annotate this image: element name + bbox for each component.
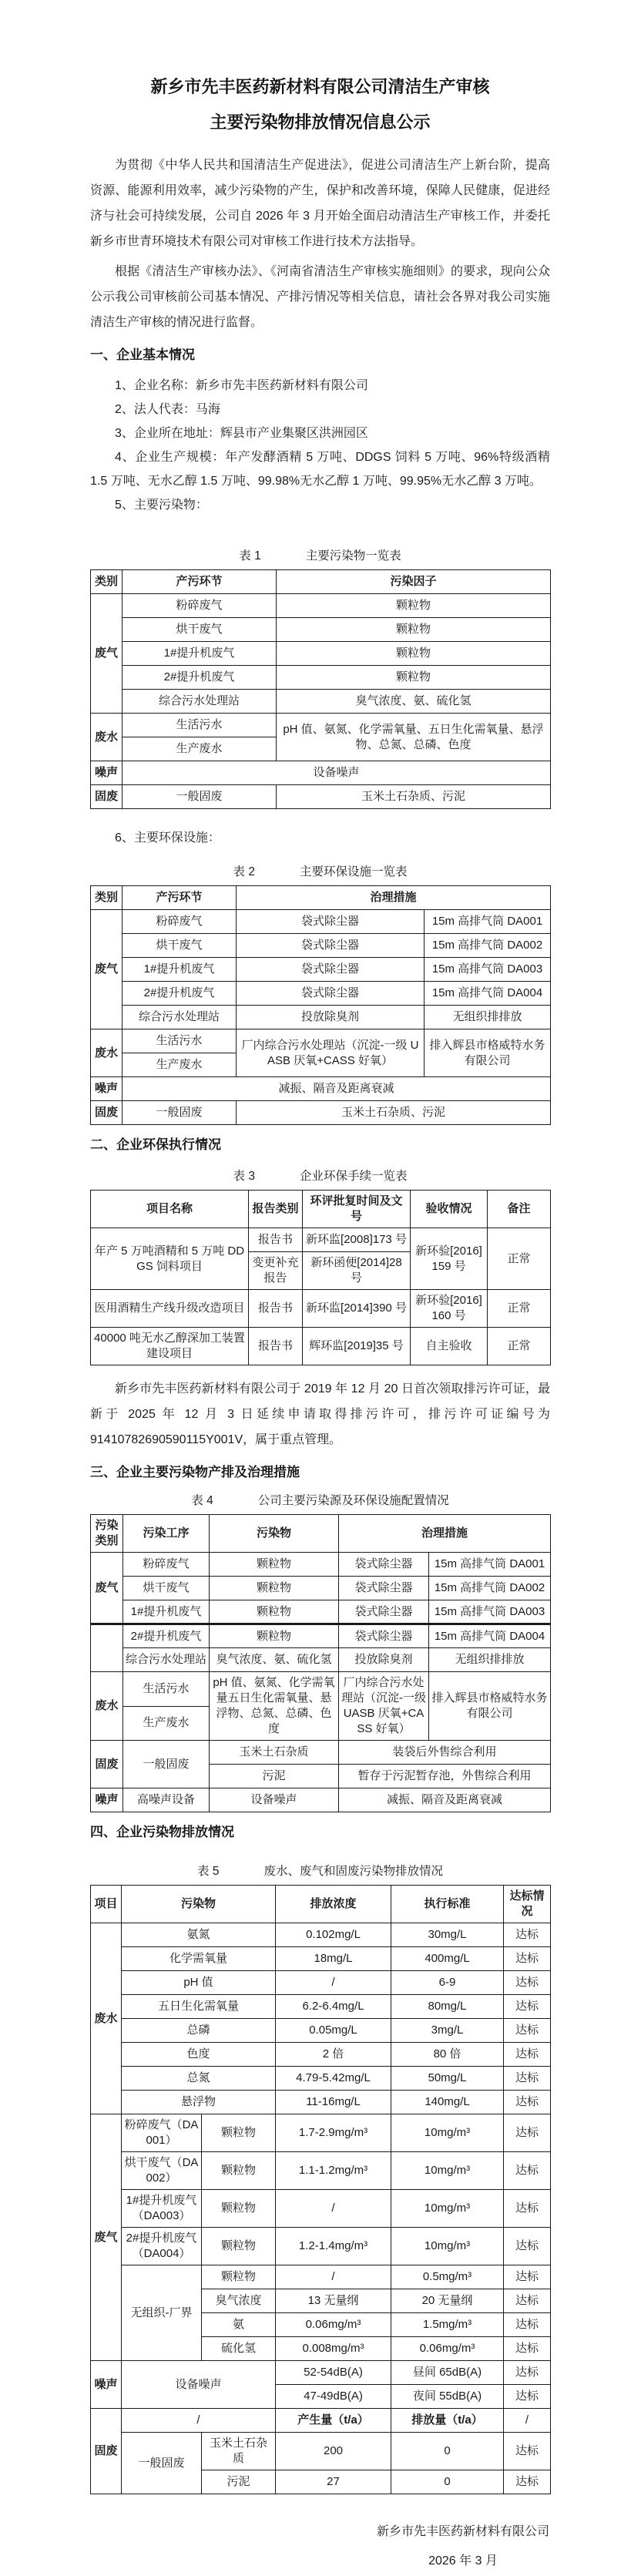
cell-process: 2#提升机废气（DA004） [122,2228,202,2265]
cell-standard: 400mg/L [391,1947,504,1971]
cell-measure: 减振、隔音及距离衰减 [339,1788,551,1812]
cell-standard: 10mg/m³ [391,2152,504,2190]
cell-measure: 袋式除尘器 [339,1553,429,1577]
th-category: 类别 [91,886,122,910]
th-approval-doc: 环评批复时间及文号 [303,1191,411,1228]
table2-env-facilities [90,885,551,1125]
th-category: 类别 [91,570,122,594]
cell-category: 噪声 [91,761,122,785]
cell-compliance: 达标 [504,2152,551,2190]
cell-compliance: 达标 [504,2385,551,2409]
cell-category: 废气 [91,910,122,1029]
cell-pollutant: 污泥 [202,2470,276,2494]
list-item: 4、企业生产规模：年产发酵酒精 5 万吨、DDGS 饲料 5 万吨、96%特级酒精 1.5 万吨、无水乙醇 1.5 万吨、99.98%无水乙醇 1 万吨、99.95%无水乙醇 3 万吨。 [90,451,550,488]
cell-process: 2#提升机废气 [122,666,277,690]
cell-concentration: / [276,1971,391,1995]
cell-pollutant: 设备噪声 [210,1788,339,1812]
cell-discharge-header: 排放量（t/a） [391,2409,504,2433]
cell-process: 设备噪声 [122,2361,276,2409]
cell-category: 噪声 [91,2361,122,2409]
cell-pollutant: 颗粒物 [210,1553,339,1577]
list-item: 3、企业所在地址：辉县市产业集聚区洪洲园区 [115,427,368,440]
cell-standard: 10mg/m³ [391,2114,504,2152]
section-4-heading: 四、企业污染物排放情况 [90,1825,234,1839]
th-measure: 治理措施 [339,1515,551,1553]
cell-process: 一般固废 [122,2433,202,2494]
cell-measure: 袋式除尘器 [237,910,425,934]
cell-standard: 80 倍 [391,2043,504,2067]
cell-process: 生产废水 [122,737,277,761]
cell-category-continued [91,1624,123,1672]
cell-acceptance: 新环验[2016]160 号 [411,1290,488,1328]
cell-category: 噪声 [91,1788,123,1812]
cell-outlet: 15m 高排气筒 DA002 [429,1577,551,1600]
cell-measure: 装袋后外售综合利用 [339,1741,551,1765]
th-note: 备注 [488,1191,551,1228]
cell-process: 粉碎废气 [123,1553,210,1577]
cell-process: 生活污水 [122,714,277,737]
th-process: 产污环节 [122,886,237,910]
th-measure: 治理措施 [237,886,551,910]
cell-standard: 10mg/m³ [391,2190,504,2228]
cell-pollutant: 颗粒物 [202,2265,276,2289]
th-compliance: 达标情况 [504,1886,551,1923]
table2-label: 表 2 [233,865,255,878]
cell-process: 粉碎废气 [122,594,277,618]
cell-standard: 0.5mg/m³ [391,2265,504,2289]
cell-project-name: 年产 5 万吨酒精和 5 万吨 DDGS 饲料项目 [91,1228,249,1290]
cell-note: 正常 [488,1328,551,1365]
cell-process: 一般固废 [123,1741,210,1788]
cell-process: 烘干废气 [122,934,237,958]
cell-standard: 30mg/L [391,1923,504,1947]
cell-approval-doc: 辉环监[2019]35 号 [303,1328,411,1365]
cell-compliance: 达标 [504,2313,551,2337]
table5-label: 表 5 [197,1865,220,1878]
cell-pollutant: 化学需氧量 [122,1947,276,1971]
cell-measure: 减振、隔音及距离衰减 [122,1077,551,1101]
cell-outlet: 15m 高排气筒 DA001 [429,1553,551,1577]
cell-pollutant: 颗粒物 [202,2114,276,2152]
cell-factor: pH 值、氨氮、化学需氧量、五日生化需氧量、悬浮物、总氮、总磷、色度 [277,714,551,761]
th-pollutant: 污染物 [122,1886,276,1923]
cell-pollutant: 悬浮物 [122,2091,276,2114]
cell-compliance: 达标 [504,2190,551,2228]
cell-concentration: 0.05mg/L [276,2019,391,2043]
permit-paragraph: 新乡市先丰医药新材料有限公司于 2019 年 12 月 20 日首次领取排污许可证，最新于 2025 年 12 月 3 日延续申请取得排污许可，排污许可证编号为 91410782690590115Y001V，属于重点管理。 [90,1382,550,1446]
cell-process: 2#提升机废气 [123,1624,210,1648]
cell-pollutant: 污泥 [210,1765,339,1788]
cell-pollutant: 五日生化需氧量 [122,1995,276,2019]
cell-process: 粉碎废气（DA001） [122,2114,202,2152]
cell-report-type: 报告书 [249,1290,303,1328]
cell-process: 1#提升机废气 [122,958,237,982]
cell-outlet: 无组织排排放 [425,1006,551,1029]
cell-category: 固废 [91,1101,122,1125]
intro-paragraph-1: 为贯彻《中华人民共和国清洁生产促进法》，促进公司清洁生产上新台阶，提高资源、能源利用效率，减少污染物的产生，保护和改善环境，保障人民健康，促进经济与社会可持续发展，公司自 2026 年 3 月开始全面启动清洁生产审核工作，并委托新乡市世青环境技术有限公司对审核工作进行技术方法指导。 [90,159,550,248]
cell-compliance: 达标 [504,2091,551,2114]
cell-compliance: / [504,2409,551,2433]
cell-factor: 颗粒物 [277,618,551,642]
cell-process: 2#提升机废气 [122,982,237,1006]
cell-factor: 设备噪声 [122,761,551,785]
cell-approval-doc: 新环函便[2014]28 号 [303,1252,411,1290]
cell-approval-doc: 新环监[2008]173 号 [303,1228,411,1252]
cell-process: 综合污水处理站 [122,1006,237,1029]
table1-main-pollutants [90,569,551,809]
cell-pollutant: 总氮 [122,2067,276,2091]
cell-measure: 厂内综合污水处理站（沉淀-一级 UASB 厌氧+CASS 好氧） [237,1029,425,1077]
th-standard: 执行标准 [391,1886,504,1923]
cell-concentration: 0.008mg/m³ [276,2337,391,2361]
cell-pollutant: 颗粒物 [202,2152,276,2190]
th-process: 产污环节 [122,570,277,594]
cell-factor: 玉米土石杂质、污泥 [277,785,551,809]
cell-outlet: 排入辉县市格威特水务有限公司 [425,1029,551,1077]
cell-process: 综合污水处理站 [122,690,277,714]
cell-acceptance: 新环验[2016]159 号 [411,1228,488,1290]
cell-measure: 袋式除尘器 [339,1624,429,1648]
cell-concentration: 11-16mg/L [276,2091,391,2114]
cell-standard: 0.06mg/m³ [391,2337,504,2361]
cell-standard: 1.5mg/m³ [391,2313,504,2337]
table3-title: 企业环保手续一览表 [299,1170,408,1183]
section-3-heading: 三、企业主要污染物产排及治理措施 [90,1465,300,1479]
cell-pollutant: pH 值、氨氮、化学需氧量五日生化需氧量、悬浮物、总氮、总磷、色度 [210,1672,339,1741]
th-factor: 污染因子 [277,570,551,594]
cell-standard: 20 无量纲 [391,2289,504,2313]
table3-caption [90,1165,550,1188]
cell-project-name: 医用酒精生产线升级改造项目 [91,1290,249,1328]
cell-standard: 50mg/L [391,2067,504,2091]
table4-label: 表 4 [191,1494,213,1507]
signature-block [344,2517,582,2576]
cell-outlet: 排入辉县市格威特水务有限公司 [429,1672,551,1741]
cell-process: 烘干废气（DA002） [122,2152,202,2190]
cell-pollutant: 色度 [122,2043,276,2067]
cell-concentration: 27 [276,2470,391,2494]
cell-category: 固废 [91,2409,122,2494]
table5-title: 废水、废气和固废污染物排放情况 [263,1865,443,1878]
cell-process: 一般固废 [122,1101,237,1125]
cell-compliance: 达标 [504,1947,551,1971]
cell-category: 废水 [91,1923,122,2114]
cell-compliance: 达标 [504,2019,551,2043]
cell-compliance: 达标 [504,2337,551,2361]
table4-pollution-sources [90,1514,551,1812]
cell-compliance: 达标 [504,1995,551,2019]
cell-outlet: 无组织排排放 [429,1648,551,1672]
cell-standard: 80mg/L [391,1995,504,2019]
cell-pollutant: pH 值 [122,1971,276,1995]
cell-category: 废气 [91,2114,122,2361]
cell-concentration: 0.06mg/m³ [276,2313,391,2337]
cell-factor: 颗粒物 [277,642,551,666]
cell-concentration: 200 [276,2433,391,2470]
cell-pollutant: 颗粒物 [202,2228,276,2265]
cell-standard: 0 [391,2470,504,2494]
cell-outlet: 15m 高排气筒 DA001 [425,910,551,934]
list-item: 6、主要环保设施： [115,831,220,845]
cell-measure: 投放除臭剂 [237,1006,425,1029]
cell-factor: 臭气浓度、氨、硫化氢 [277,690,551,714]
cell-factor: 颗粒物 [277,666,551,690]
cell-compliance: 达标 [504,2265,551,2289]
cell-category: 固废 [91,785,122,809]
th-project-name: 项目名称 [91,1191,249,1228]
cell-measure: 袋式除尘器 [237,958,425,982]
section-1-heading: 一、企业基本情况 [90,348,195,362]
cell-pollutant: 颗粒物 [202,2190,276,2228]
cell-factor: 颗粒物 [277,594,551,618]
cell-pollutant: 玉米土石杂质 [210,1741,339,1765]
cell-concentration: / [276,2190,391,2228]
cell-measure: 袋式除尘器 [339,1600,429,1624]
cell-compliance: 达标 [504,2043,551,2067]
cell-pollutant: 臭气浓度、氨、硫化氢 [210,1648,339,1672]
table1-label: 表 1 [239,549,261,563]
th-pollution-category: 污染类别 [91,1515,123,1553]
cell-compliance: 达标 [504,1971,551,1995]
cell-pollutant: 臭气浓度 [202,2289,276,2313]
cell-concentration: 1.7-2.9mg/m³ [276,2114,391,2152]
cell-process: 1#提升机废气 [122,642,277,666]
list-item: 5、主要污染物： [115,499,208,512]
cell-concentration: 13 无量纲 [276,2289,391,2313]
cell-compliance: 达标 [504,2289,551,2313]
cell-report-type: 报告书 [249,1228,303,1252]
cell-standard: 0 [391,2433,504,2470]
cell-note: 正常 [488,1228,551,1290]
cell-compliance: 达标 [504,2361,551,2385]
table4-caption [90,1490,550,1513]
cell-concentration: 4.79-5.42mg/L [276,2067,391,2091]
intro-paragraph-2: 根据《清洁生产审核办法》、《河南省清洁生产审核实施细则》的要求，现向公众公示我公司审核前公司基本情况、产排污情况等相关信息，请社会各界对我公司实施清洁生产审核的情况进行监督。 [90,265,550,329]
cell-pollutant: 颗粒物 [210,1577,339,1600]
table3-label: 表 3 [233,1170,255,1183]
cell-compliance: 达标 [504,2433,551,2470]
footer-date: 2026 年 3 月 [428,2554,498,2568]
cell-category: 废水 [91,714,122,761]
cell-pollutant: 颗粒物 [210,1600,339,1624]
table5-discharge-status [90,1885,551,2494]
cell-pollutant: / [122,2409,276,2433]
cell-category: 废气 [91,594,122,714]
cell-concentration: 18mg/L [276,1947,391,1971]
cell-outlet: 15m 高排气筒 DA004 [429,1624,551,1648]
cell-concentration: 2 倍 [276,2043,391,2067]
table2-caption [90,861,550,884]
table5-caption [90,1860,550,1883]
cell-pollutant: 玉米土石杂质 [202,2433,276,2470]
cell-standard: 10mg/m³ [391,2228,504,2265]
cell-process: 生产废水 [122,1053,237,1077]
cell-process: 无组织-厂界 [122,2265,202,2361]
cell-process: 生产废水 [123,1706,210,1741]
cell-outlet: 15m 高排气筒 DA002 [425,934,551,958]
cell-compliance: 达标 [504,2470,551,2494]
cell-concentration: 0.102mg/L [276,1923,391,1947]
cell-standard: 夜间 55dB(A) [391,2385,504,2409]
cell-concentration: 1.1-1.2mg/m³ [276,2152,391,2190]
footer-company: 新乡市先丰医药新材料有限公司 [376,2525,549,2538]
doc-title-line1: 新乡市先丰医药新材料有限公司清洁生产审核 [150,77,490,96]
table1-caption [90,545,550,568]
cell-acceptance: 自主验收 [411,1328,488,1365]
cell-process: 1#提升机废气（DA003） [122,2190,202,2228]
list-item: 1、企业名称：新乡市先丰医药新材料有限公司 [115,379,368,392]
cell-concentration: 1.2-1.4mg/m³ [276,2228,391,2265]
cell-measure: 玉米土石杂质、污泥 [237,1101,551,1125]
cell-measure: 暂存于污泥暂存池，外售综合利用 [339,1765,551,1788]
cell-outlet: 15m 高排气筒 DA004 [425,982,551,1006]
cell-measure: 投放除臭剂 [339,1648,429,1672]
cell-report-type: 变更补充报告 [249,1252,303,1290]
cell-category: 废水 [91,1672,123,1741]
cell-outlet: 15m 高排气筒 DA003 [429,1600,551,1624]
cell-pollutant: 氨 [202,2313,276,2337]
cell-concentration: 47-49dB(A) [276,2385,391,2409]
cell-concentration: 52-54dB(A) [276,2361,391,2385]
cell-process: 烘干废气 [123,1577,210,1600]
cell-process: 生活污水 [122,1029,237,1053]
cell-process: 高噪声设备 [123,1788,210,1812]
cell-compliance: 达标 [504,2114,551,2152]
th-report-type: 报告类别 [249,1191,303,1228]
table1-title: 主要污染物一览表 [305,549,401,563]
cell-pollutant: 总磷 [122,2019,276,2043]
cell-generation-header: 产生量（t/a） [276,2409,391,2433]
cell-report-type: 报告书 [249,1328,303,1365]
list-item: 2、法人代表：马海 [115,403,220,416]
cell-concentration: / [276,2265,391,2289]
cell-category: 固废 [91,1741,123,1788]
section-2-heading: 二、企业环保执行情况 [90,1137,221,1152]
cell-measure: 袋式除尘器 [237,934,425,958]
table2-title: 主要环保设施一览表 [299,865,408,878]
cell-approval-doc: 新环监[2014]390 号 [303,1290,411,1328]
cell-measure: 袋式除尘器 [237,982,425,1006]
cell-standard: 140mg/L [391,2091,504,2114]
cell-process: 粉碎废气 [122,910,237,934]
cell-standard: 6-9 [391,1971,504,1995]
table3-env-procedures [90,1190,551,1365]
cell-project-name: 40000 吨无水乙醇深加工装置建设项目 [91,1328,249,1365]
doc-title-line2: 主要污染物排放情况信息公示 [210,113,431,132]
cell-compliance: 达标 [504,1923,551,1947]
th-concentration: 排放浓度 [276,1886,391,1923]
cell-category: 废水 [91,1029,122,1077]
cell-category: 废气 [91,1553,123,1624]
cell-pollutant: 颗粒物 [210,1624,339,1648]
table4-title: 公司主要污染源及环保设施配置情况 [257,1494,449,1507]
cell-process: 生活污水 [123,1672,210,1707]
cell-pollutant: 氨氮 [122,1923,276,1947]
basic-info-list [90,374,550,517]
th-pollution-process: 污染工序 [123,1515,210,1553]
cell-process: 综合污水处理站 [123,1648,210,1672]
cell-concentration: 6.2-6.4mg/L [276,1995,391,2019]
cell-measure: 袋式除尘器 [339,1577,429,1600]
cell-standard: 昼间 65dB(A) [391,2361,504,2385]
cell-process: 烘干废气 [122,618,277,642]
th-acceptance: 验收情况 [411,1191,488,1228]
cell-measure: 厂内综合污水处理站（沉淀-一级 UASB 厌氧+CASS 好氧） [339,1672,429,1741]
cell-compliance: 达标 [504,2228,551,2265]
cell-pollutant: 硫化氢 [202,2337,276,2361]
cell-note: 正常 [488,1290,551,1328]
cell-outlet: 15m 高排气筒 DA003 [425,958,551,982]
th-pollutant: 污染物 [210,1515,339,1553]
cell-process: 一般固废 [122,785,277,809]
cell-category: 噪声 [91,1077,122,1101]
cell-standard: 3mg/L [391,2019,504,2043]
th-item: 项目 [91,1886,122,1923]
cell-process: 1#提升机废气 [123,1600,210,1624]
cell-compliance: 达标 [504,2067,551,2091]
